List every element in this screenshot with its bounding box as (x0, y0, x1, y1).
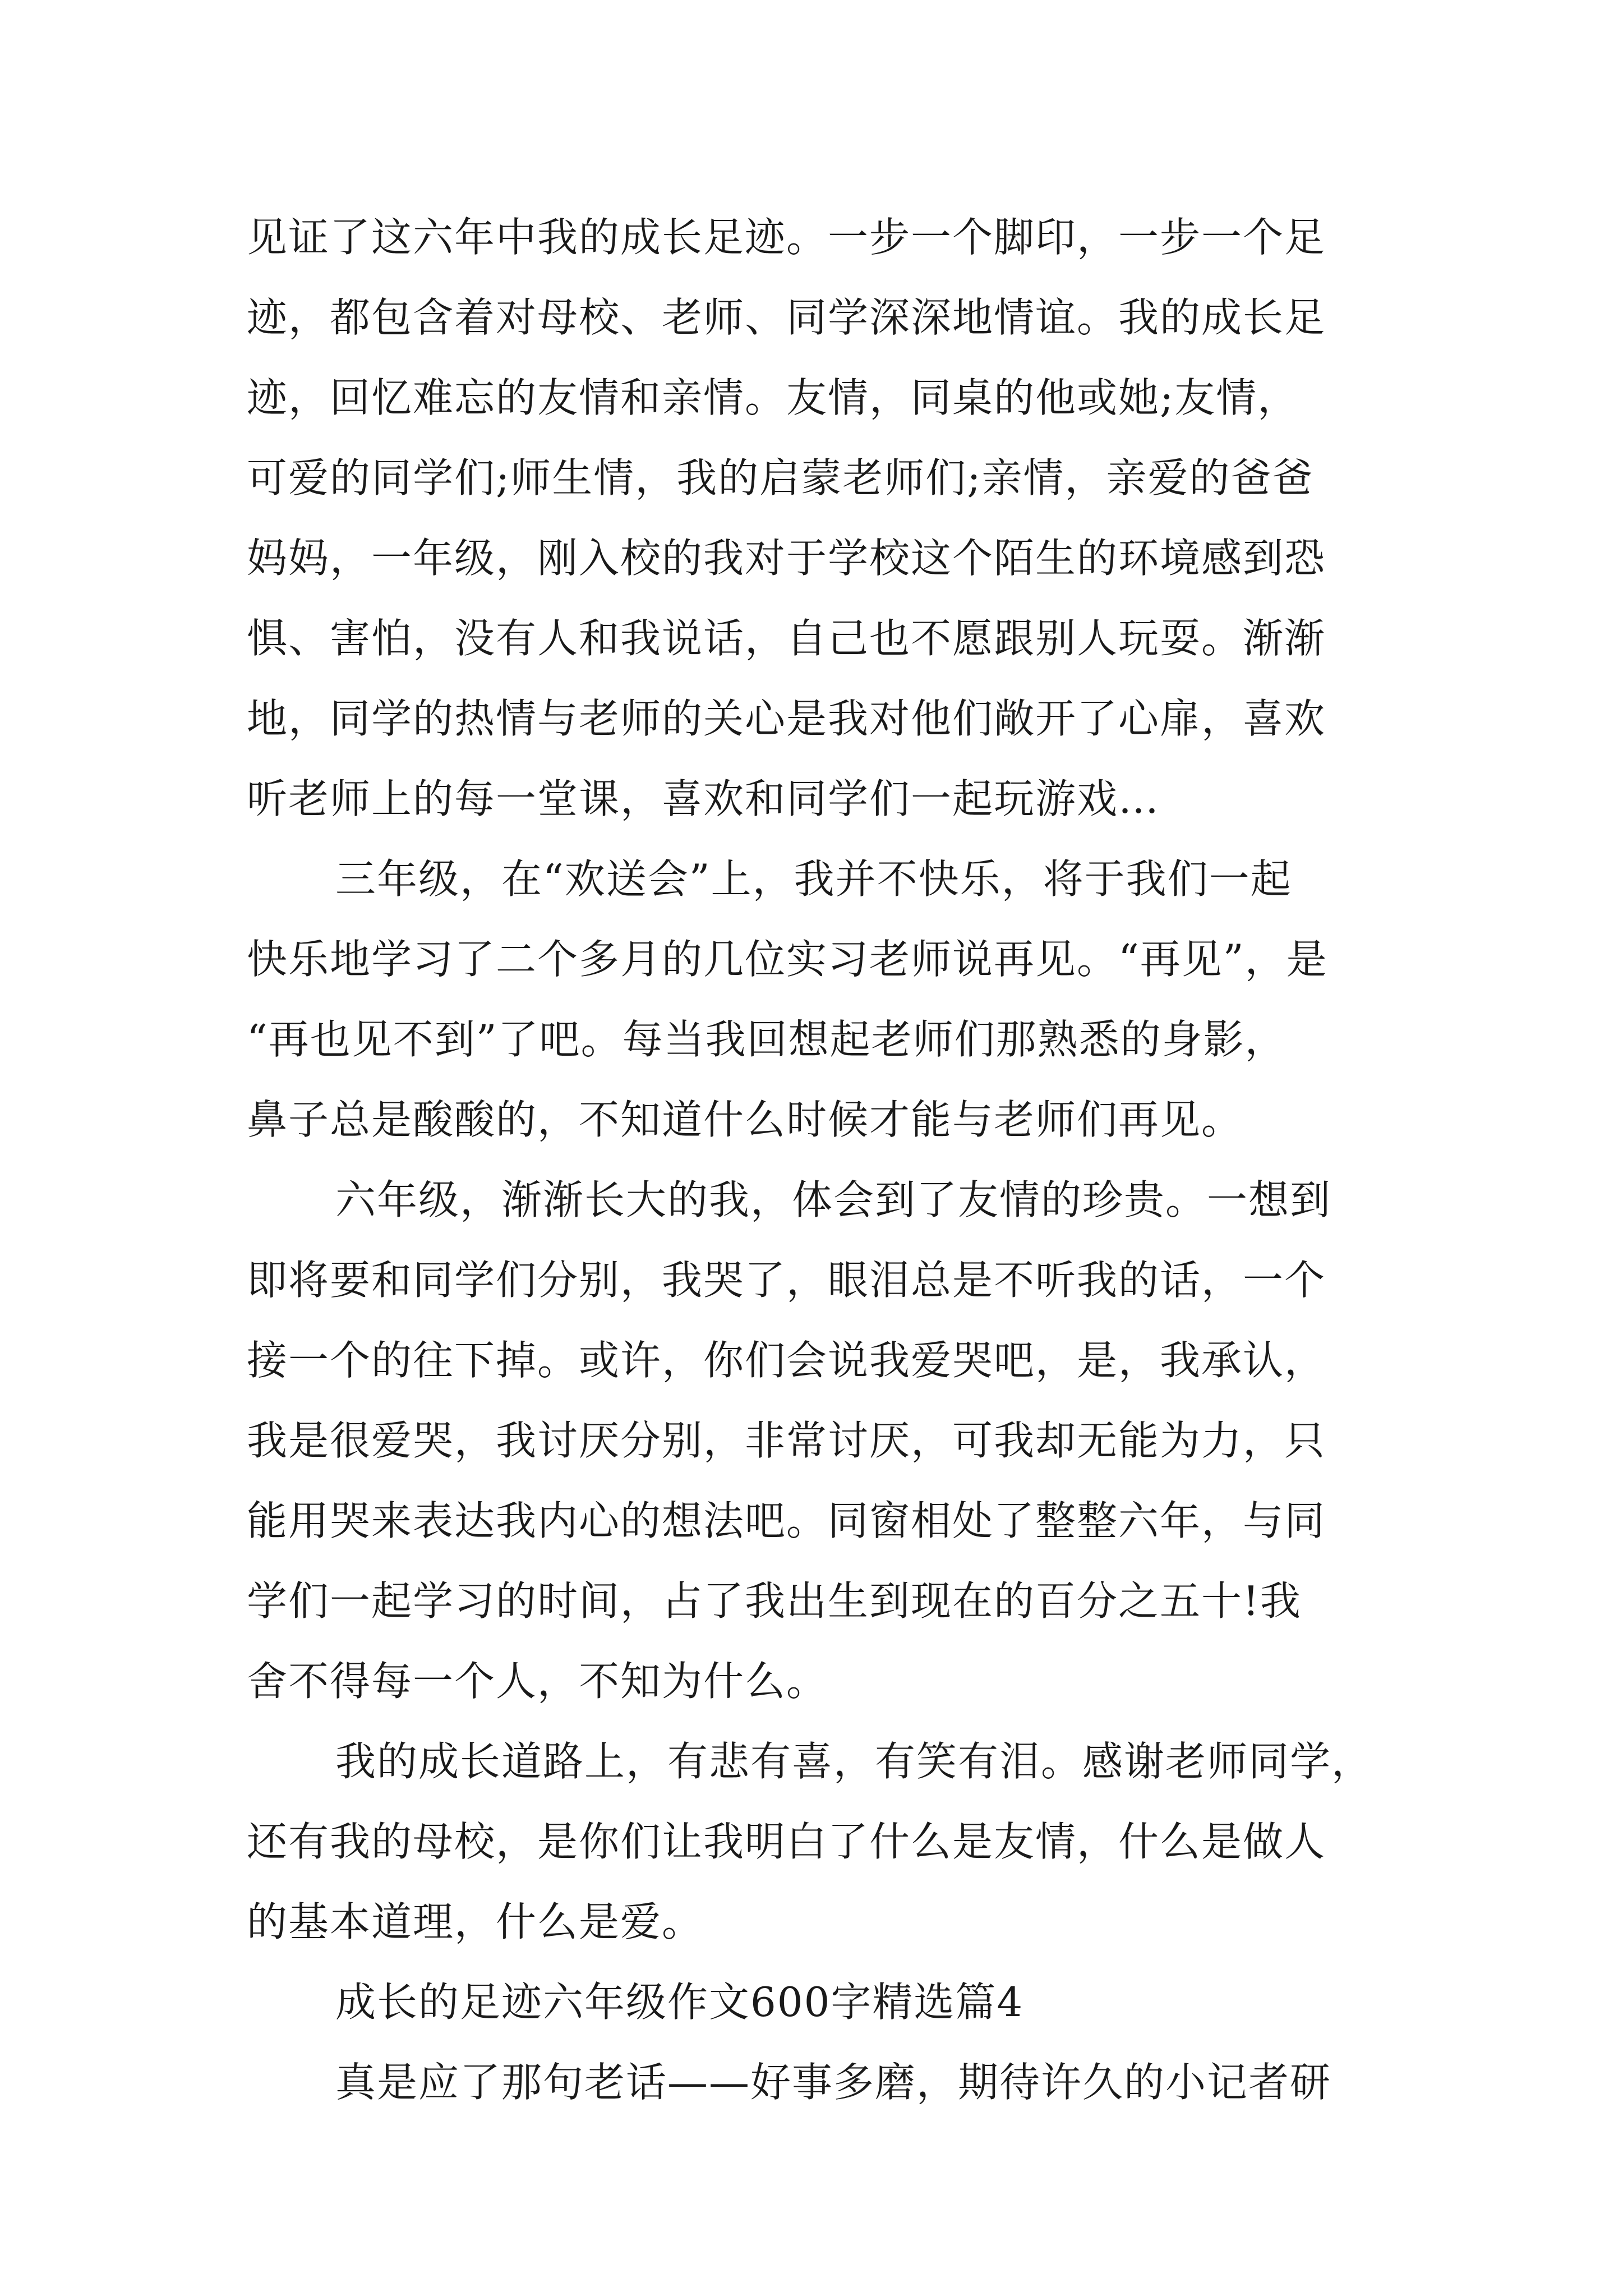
text-line: 可爱的同学们;师生情，我的启蒙老师们;亲情，亲爱的爸爸 (247, 454, 1314, 501)
text-line: 鼻子总是酸酸的，不知道什么时候才能与老师们再见。 (247, 1096, 1243, 1143)
text-line: 学们一起学习的时间，占了我出生到现在的百分之五十!我 (247, 1577, 1302, 1625)
text-line: 地，同学的热情与老师的关心是我对他们敞开了心扉，喜欢 (247, 695, 1326, 742)
text-line: 迹，回忆难忘的友情和亲情。友情，同桌的他或她;友情， (247, 374, 1299, 421)
body-text (247, 197, 1380, 2123)
paragraph-first-line: 我的成长道路上，有悲有喜，有笑有泪。感谢老师同学， (335, 1738, 1373, 1785)
text-line: 听老师上的每一堂课，喜欢和同学们一起玩游戏… (247, 775, 1160, 822)
text-line: 还有我的母校，是你们让我明白了什么是友情，什么是做人 (247, 1818, 1326, 1865)
text-line: 能用哭来表达我内心的想法吧。同窗相处了整整六年，与同 (247, 1497, 1326, 1544)
paragraph-first-line: 三年级，在“欢送会”上，我并不快乐，将于我们一起 (335, 855, 1292, 903)
text-line: 见证了这六年中我的成长足迹。一步一个脚印，一步一个足 (247, 214, 1326, 261)
text-line: 即将要和同学们分别，我哭了，眼泪总是不听我的话，一个 (247, 1257, 1326, 1304)
text-line: “再也见不到”了吧。每当我回想起老师们那熟悉的身影， (247, 1016, 1287, 1063)
text-line: 快乐地学习了二个多月的几位实习老师说再见。“再见”，是 (247, 936, 1328, 983)
paragraph-first-line: 六年级，渐渐长大的我，体会到了友情的珍贵。一想到 (335, 1176, 1332, 1223)
text-line: 的基本道理，什么是爱。 (247, 1898, 704, 1945)
paragraph-first-line: 成长的足迹六年级作文600字精选篇4 (335, 1978, 1024, 2026)
text-line: 迹，都包含着对母校、老师、同学深深地情谊。我的成长足 (247, 294, 1326, 341)
text-line: 接一个的往下掉。或许，你们会说我爱哭吧，是，我承认， (247, 1337, 1326, 1384)
text-line: 我是很爱哭，我讨厌分别，非常讨厌，可我却无能为力，只 (247, 1417, 1326, 1464)
text-line: 惧、害怕，没有人和我说话，自己也不愿跟别人玩耍。渐渐 (247, 615, 1326, 662)
paragraph-first-line: 真是应了那句老话——好事多磨，期待许久的小记者研 (335, 2059, 1332, 2106)
text-line: 舍不得每一个人，不知为什么。 (247, 1658, 828, 1705)
text-line: 妈妈，一年级，刚入校的我对于学校这个陌生的环境感到恐 (247, 535, 1326, 582)
